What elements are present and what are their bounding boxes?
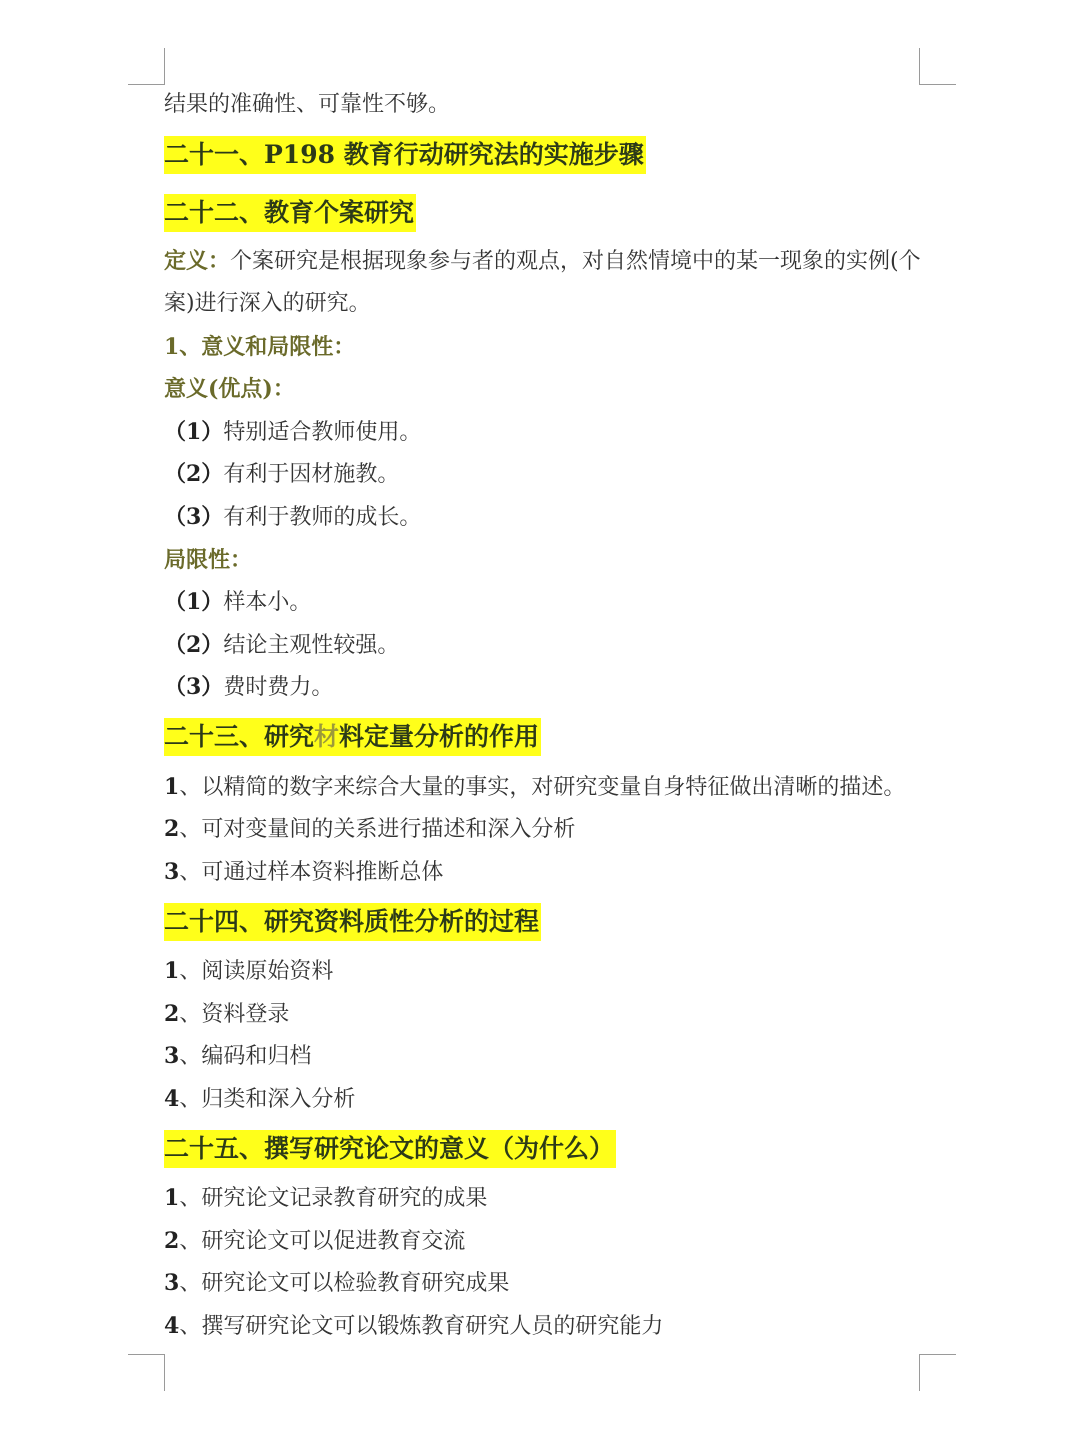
heading-part: 二十三、研究	[164, 722, 315, 751]
item-number: （3）	[164, 674, 224, 700]
meaning-label: 意义(优点)：	[164, 376, 295, 402]
item-number: 2	[164, 816, 180, 842]
list-item	[164, 857, 443, 887]
item-text: 、资料登录	[179, 1002, 290, 1027]
definition-line-2: 案)进行深入的研究。	[164, 291, 371, 316]
item-number: （2）	[164, 461, 224, 487]
list-item	[164, 814, 575, 844]
definition-label: 定义：	[164, 248, 231, 274]
definition-text: 个案研究是根据现象参与者的观点，对自然情境中的某一现象的实例(个	[230, 249, 921, 274]
heading-part-faded: 材	[314, 722, 340, 751]
item-number: 2	[164, 1001, 180, 1027]
limitation-item	[164, 630, 399, 660]
meaning-item	[164, 459, 399, 489]
item-text: 、阅读原始资料	[179, 959, 334, 984]
item-number: 1	[164, 958, 180, 984]
item-number: （1）	[164, 589, 224, 615]
limitation-label: 局限性：	[164, 547, 253, 573]
item-text: 、以精简的数字来综合大量的事实，对研究变量自身特征做出清晰的描述。	[179, 775, 906, 800]
item-text: 、归类和深入分析	[179, 1087, 356, 1112]
list-item	[164, 1084, 355, 1114]
item-number: 2	[164, 1228, 180, 1254]
section-22-heading: 二十二、教育个案研究	[164, 194, 416, 232]
limitation-item	[164, 672, 333, 702]
item-number: 4	[164, 1086, 180, 1112]
item-number: 3	[164, 859, 180, 885]
item-number: 1	[164, 1185, 180, 1211]
page-corner-mark-bottom-left	[128, 1354, 165, 1391]
page-corner-mark-top-right	[919, 48, 956, 85]
definition-line-1	[164, 246, 921, 276]
page-corner-mark-bottom-right	[919, 1354, 956, 1391]
item-number: 4	[164, 1313, 180, 1339]
subheading-meaning-limits: 1、意义和局限性：	[164, 334, 356, 360]
list-item	[164, 1183, 487, 1213]
item-text: 、研究论文可以促进教育交流	[179, 1229, 466, 1254]
item-text: 、可对变量间的关系进行描述和深入分析	[179, 817, 576, 842]
item-text: 费时费力。	[223, 675, 334, 700]
item-number: （1）	[164, 419, 224, 445]
section-24-heading: 二十四、研究资料质性分析的过程	[164, 903, 541, 941]
section-23-heading	[164, 718, 541, 756]
list-item	[164, 1226, 465, 1256]
item-text: 、撰写研究论文可以锻炼教育研究人员的研究能力	[179, 1314, 664, 1339]
item-number: 3	[164, 1270, 180, 1296]
meaning-item	[164, 502, 421, 532]
list-item	[164, 1268, 509, 1298]
list-item	[164, 999, 289, 1029]
section-21-heading: 二十一、P198 教育行动研究法的实施步骤	[164, 136, 646, 174]
item-text: 、研究论文记录教育研究的成果	[179, 1186, 488, 1211]
limitation-item	[164, 587, 311, 617]
list-item	[164, 1311, 663, 1341]
list-item	[164, 956, 333, 986]
item-text: 、编码和归档	[179, 1044, 312, 1069]
list-item	[164, 772, 905, 802]
item-text: 有利于因材施教。	[223, 462, 400, 487]
heading-part: 料定量分析的作用	[339, 722, 540, 751]
item-text: 、可通过样本资料推断总体	[179, 860, 444, 885]
item-number: （2）	[164, 632, 224, 658]
item-text: 有利于教师的成长。	[223, 505, 422, 530]
section-25-heading: 二十五、撰写研究论文的意义（为什么）	[164, 1130, 616, 1168]
item-number: （3）	[164, 504, 224, 530]
list-item	[164, 1041, 311, 1071]
item-text: 特别适合教师使用。	[223, 420, 422, 445]
item-number: 1	[164, 774, 180, 800]
item-text: 结论主观性较强。	[223, 633, 400, 658]
page-corner-mark-top-left	[128, 48, 165, 85]
item-text: 样本小。	[223, 590, 312, 615]
item-number: 3	[164, 1043, 180, 1069]
item-text: 、研究论文可以检验教育研究成果	[179, 1271, 510, 1296]
intro-text: 结果的准确性、可靠性不够。	[164, 92, 451, 117]
meaning-item	[164, 417, 421, 447]
